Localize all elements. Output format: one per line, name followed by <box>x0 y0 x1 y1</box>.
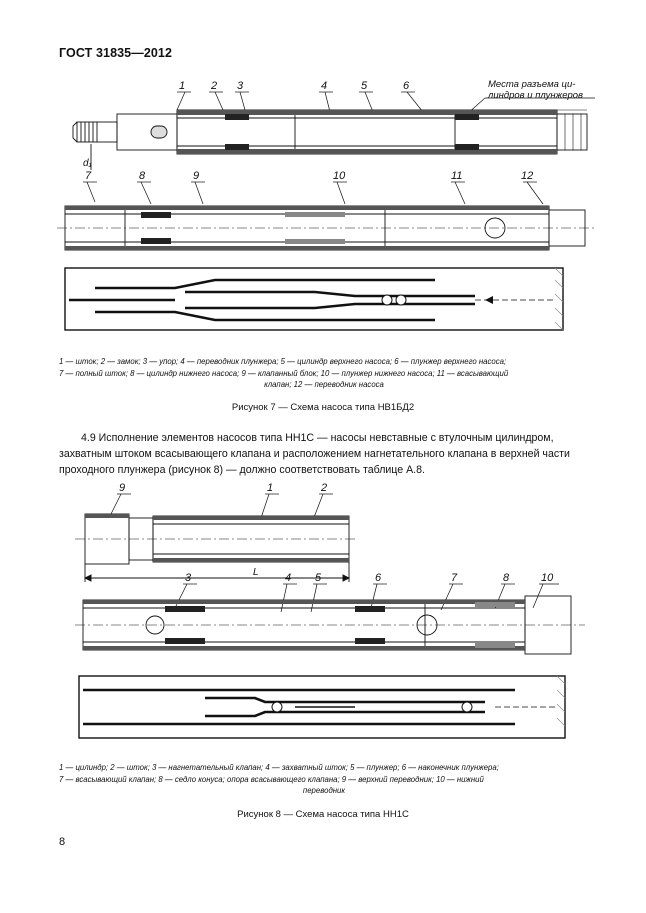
fig8-callout-7: 7 <box>451 572 458 584</box>
fig7-legend-line-2: 7 — полный шток; 8 — цилиндр нижнего насоса; 9 — клапанный блок; 10 — плунжер нижнего насоса; 11 — всасывающий <box>59 368 509 378</box>
fig7-callout-9: 9 <box>193 170 200 182</box>
fig7-schematic <box>65 268 563 330</box>
para-line-1: 4.9 Исполнение элементов насосов типа НН1С — насосы невставные с втулочным цилиндром, <box>81 432 554 444</box>
fig7-dim-d1: d₁ <box>83 158 92 169</box>
fig7-callout-7: 7 <box>85 170 92 182</box>
fig8-legend-line-3: переводник <box>302 786 346 795</box>
fig7-top-assembly <box>73 110 587 170</box>
fig8-callout-1: 1 <box>267 482 274 494</box>
fig8-callout-8: 8 <box>503 572 510 584</box>
fig7-note-line-2: линдров и плунжеров <box>488 90 584 101</box>
fig8-dim-L: L <box>253 567 259 578</box>
document-header: ГОСТ 31835—2012 <box>59 46 173 60</box>
fig8-legend <box>59 762 589 797</box>
para-line-3: проходного плунжера (рисунок 8) — должно соответствовать таблице А.8. <box>59 464 425 476</box>
fig7-callout-4: 4 <box>321 80 328 92</box>
fig7-callout-8: 8 <box>139 170 146 182</box>
fig7-legend <box>59 356 589 391</box>
fig7-legend-line-3: клапан; 12 — переводник насоса <box>264 380 384 389</box>
para-line-2: захватным штоком всасывающего клапана и расположением нагнетательного клапана в верхней части <box>59 448 570 460</box>
fig7-callout-2: 2 <box>211 80 218 92</box>
fig8-legend-line-1: 1 — цилиндр; 2 — шток; 3 — нагнетательный клапан; 4 — захватный шток; 5 — плунжер; 6 — наконечник плунжера; <box>59 763 499 772</box>
fig8-callout-6: 6 <box>375 572 382 584</box>
fig8-title: Рисунок 8 — Схема насоса типа НН1С <box>237 809 409 820</box>
fig8-callout-10: 10 <box>541 572 554 584</box>
fig7-callout-10: 10 <box>333 170 346 182</box>
fig8-callout-9: 9 <box>119 482 126 494</box>
fig8-top-assembly <box>75 514 355 582</box>
fig8-callout-3: 3 <box>185 572 192 584</box>
fig7-callout-3: 3 <box>237 80 244 92</box>
fig8-legend-line-2: 7 — всасывающий клапан; 8 — седло конуса; опора всасывающего клапана; 9 — верхний переводник; 10 — нижний <box>59 774 484 784</box>
section-4-9-paragraph <box>59 430 592 478</box>
fig7-callout-5: 5 <box>361 80 368 92</box>
fig7-callout-1: 1 <box>179 80 186 92</box>
page-number: 8 <box>59 836 66 848</box>
fig7-callout-12: 12 <box>521 170 534 182</box>
fig8-callout-5: 5 <box>315 572 322 584</box>
figure-8-drawing <box>55 478 595 760</box>
fig8-schematic <box>79 676 565 738</box>
figure-7-drawing <box>55 74 595 354</box>
fig8-callout-2: 2 <box>321 482 328 494</box>
fig7-callout-6: 6 <box>403 80 410 92</box>
fig7-callout-11: 11 <box>451 170 463 182</box>
fig7-note-line-1: Места разъема ци- <box>488 79 576 90</box>
fig8-callout-4: 4 <box>285 572 292 584</box>
fig7-legend-line-1: 1 — шток; 2 — замок; 3 — упор; 4 — переводник плунжера; 5 — цилиндр верхнего насоса; 6 — плунжер верхнего насоса; <box>59 357 507 366</box>
fig7-title: Рисунок 7 — Схема насоса типа НВ1БД2 <box>231 402 415 413</box>
